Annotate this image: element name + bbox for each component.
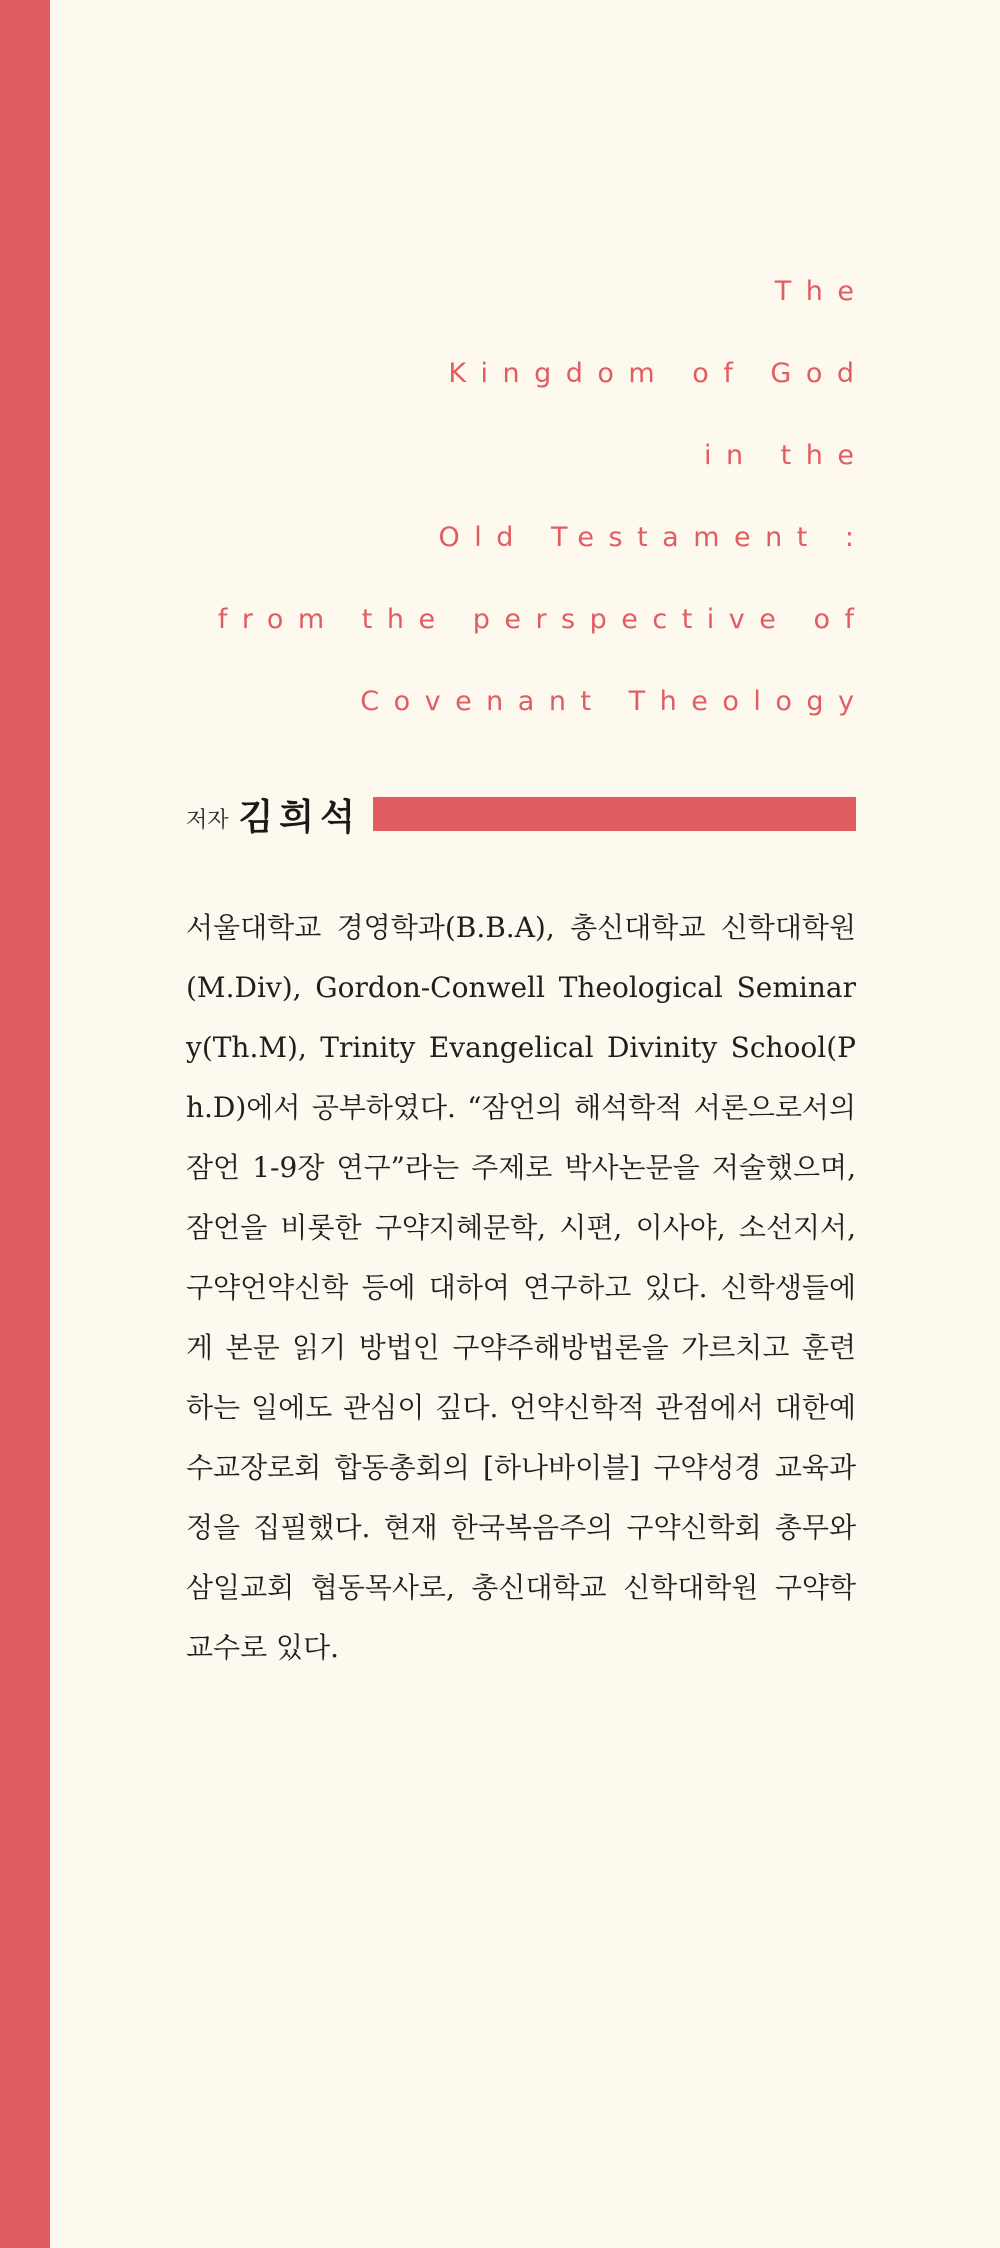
title-line: in the [703, 440, 869, 471]
title-line: Kingdom of God [448, 358, 869, 389]
title-line: Old Testament : [438, 522, 869, 553]
author-name: 김희석 [238, 796, 361, 838]
title-line: from the perspective of [217, 604, 869, 635]
left-accent-band [0, 0, 50, 2248]
author-prefix: 저자 [186, 807, 229, 833]
title-line: Covenant Theology [360, 686, 869, 717]
book-title [169, 270, 869, 762]
author-heading [186, 790, 856, 838]
author-accent-bar [373, 797, 856, 831]
author-biography: 서울대학교 경영학과(B.B.A), 총신대학교 신학대학원(M.Div), Gordon-Conwell Theological Seminary(Th.M), Trinity Evangelical Divinity School(Ph.D)에서 공부하였다. “잠언의 해석학적 서론으로서의 잠언 1-9장 연구”라는 주제로 박사논문을 저술했으며, 잠언을 비롯한 구약지혜문학, 시편, 이사야, 소선지서, 구약언약신학 등에 대하여 연구하고 있다. 신학생들에게 본문 읽기 방법인 구약주해방법론을 가르치고 훈련하는 일에도 관심이 깊다. 언약신학적 관점에서 대한예수교장로회 합동총회의 [하나바이블] 구약성경 교육과정을 집필했다. 현재 한국복음주의 구약신학회 총무와 삼일교회 협동목사로, 총신대학교 신학대학원 구약학 교수로 있다. [186, 911, 856, 1664]
title-line: The [774, 276, 869, 307]
